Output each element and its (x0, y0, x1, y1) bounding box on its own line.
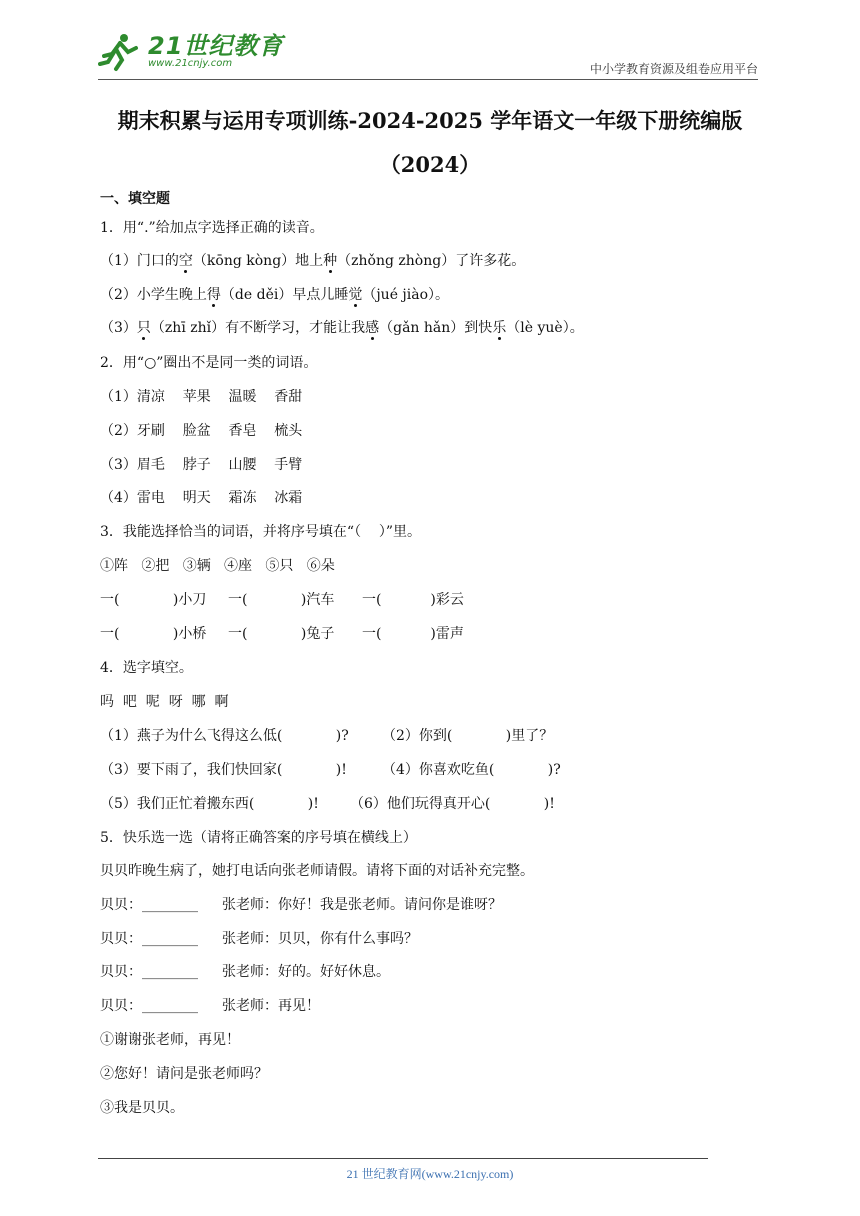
q4-blank: （6）他们玩得真开心( )! (350, 796, 555, 812)
page-title: 期末积累与运用专项训练-2024-2025 学年语文一年级下册统编版 (117, 108, 743, 133)
q4-chars: 吗 吧 呢 呀 哪 啊 (100, 694, 229, 710)
q1-text: （jué jiào）。 (362, 287, 450, 303)
logo-url: www.21cnjy.com (148, 58, 233, 69)
question-3-stem: 3．我能选择恰当的词语，并将序号填在“（ ）”里。 (100, 524, 422, 540)
page-header (98, 32, 758, 80)
q1-item-3 (100, 318, 584, 338)
q1-dotted-char: 觉 (348, 287, 363, 303)
footer-divider (98, 1158, 708, 1159)
q1-dotted-char: 只 (136, 320, 151, 336)
q1-dotted-char: 空 (178, 253, 193, 269)
q3-blank: 一( )小桥 (100, 626, 207, 642)
q3-blank: 一( )汽车 (228, 592, 335, 608)
q1-dotted-char: 得 (206, 287, 221, 303)
q5-dialog-row (100, 895, 502, 915)
q2-item: （2）牙刷 脸盆 香皂 梳头 (100, 423, 303, 439)
q1-text: （de děi）早点儿睡 (220, 287, 349, 303)
platform-name: 中小学教育资源及组卷应用平台 (589, 62, 758, 76)
logo-title: 21世纪教育 (148, 32, 284, 60)
q4-row-3 (100, 794, 555, 814)
q5-blank: 贝贝：________ (100, 998, 198, 1014)
header-divider (98, 79, 758, 80)
q5-intro: 贝贝昨晚生病了，她打电话向张老师请假。请将下面的对话补充完整。 (100, 863, 534, 879)
q1-item-2 (100, 285, 449, 305)
q3-blank: 一( )彩云 (362, 592, 464, 608)
q4-row-2 (100, 760, 561, 780)
q1-text: （kōng kòng）地上 (192, 253, 324, 269)
q1-dotted-char: 乐 (492, 320, 507, 336)
q1-text: （3） (100, 320, 137, 336)
q5-option: ②您好！请问是张老师吗？ (100, 1066, 268, 1082)
q5-teacher-line: 张老师：好的。好好休息。 (222, 964, 390, 980)
q4-blank: （5）我们正忙着搬东西( )! (100, 796, 319, 812)
q3-row-1 (100, 590, 464, 610)
q5-option: ③我是贝贝。 (100, 1100, 184, 1116)
q5-option: ①谢谢张老师，再见！ (100, 1032, 240, 1048)
q3-blank: 一( )小刀 (100, 592, 207, 608)
q1-dotted-char: 种 (323, 253, 338, 269)
q5-blank: 贝贝：________ (100, 964, 198, 980)
site-logo (98, 32, 283, 72)
question-1-stem (100, 218, 324, 238)
footer-link[interactable]: 21 世纪教育网(www.21cnjy.com) (346, 1167, 514, 1181)
question-2-stem: 2．用“○”圈出不是同一类的词语。 (100, 355, 318, 371)
q2-item: （1）清凉 苹果 温暖 香甜 (100, 389, 303, 405)
section-heading: 一、填空题 (100, 191, 170, 207)
q1-stem-part: ”给加点字选择正确的读音。 (148, 220, 324, 236)
q4-row-1 (100, 726, 553, 746)
runner-logo-icon (98, 32, 142, 72)
question-5-stem: 5．快乐选一选（请将正确答案的序号填在横线上） (100, 830, 417, 846)
q5-blank: 贝贝：________ (100, 897, 198, 913)
q5-dialog-row (100, 962, 390, 982)
q4-blank: （2）你到( )里了？ (382, 728, 554, 744)
q5-teacher-line: 张老师：你好！我是张老师。请问你是谁呀？ (222, 897, 502, 913)
q2-item: （3）眉毛 脖子 山腰 手臂 (100, 457, 303, 473)
page-title-year: （2024） (379, 152, 481, 177)
q1-text: （2）小学生晚上 (100, 287, 207, 303)
question-4-stem: 4．选字填空。 (100, 660, 193, 676)
q1-text: （1）门口的 (100, 253, 179, 269)
q5-dialog-row (100, 996, 320, 1016)
q1-stem-part: 1．用“ (100, 220, 145, 236)
q1-text: （zhī zhǐ）有不断学习，才能让我 (150, 320, 366, 336)
q4-blank: （1）燕子为什么飞得这么低( )? (100, 728, 349, 744)
q5-dialog-row (100, 929, 418, 949)
q1-text: （lè yuè）。 (506, 320, 584, 336)
q3-blank: 一( )雷声 (362, 626, 464, 642)
q4-blank: （3）要下雨了，我们快回家( )! (100, 762, 347, 778)
q4-blank: （4）你喜欢吃鱼( )? (382, 762, 561, 778)
q1-text: （zhǒng zhòng）了许多花。 (337, 253, 526, 269)
q5-teacher-line: 张老师：再见！ (222, 998, 320, 1014)
q3-row-2 (100, 624, 464, 644)
q2-item: （4）雷电 明天 霜冻 冰霜 (100, 490, 303, 506)
q1-text: （gǎn hǎn）到快 (379, 320, 493, 336)
q3-options: ①阵 ②把 ③辆 ④座 ⑤只 ⑥朵 (100, 558, 335, 574)
q1-item-1 (100, 251, 525, 271)
q3-blank: 一( )兔子 (228, 626, 335, 642)
q5-blank: 贝贝：________ (100, 931, 198, 947)
q5-teacher-line: 张老师：贝贝，你有什么事吗？ (222, 931, 418, 947)
q1-dotted-char: 感 (365, 320, 380, 336)
q1-dot-mark: . (144, 220, 149, 236)
